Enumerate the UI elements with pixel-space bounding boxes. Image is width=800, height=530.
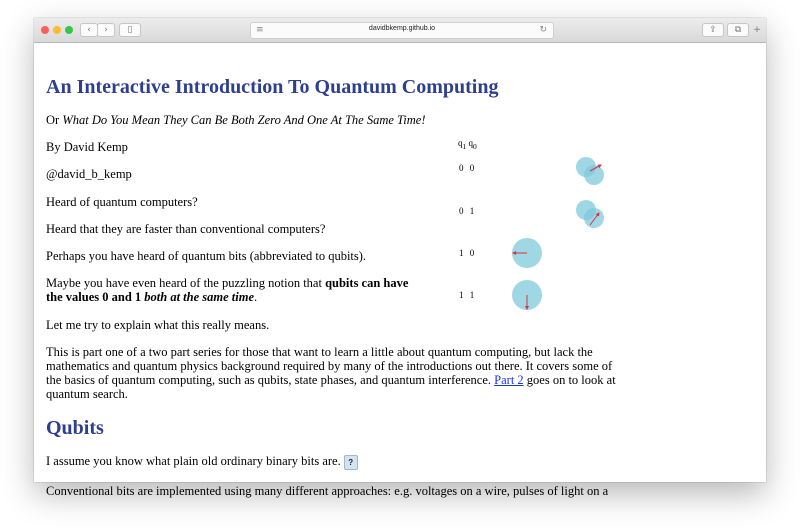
sidebar-icon: ▯ [127,25,133,35]
paragraph: Conventional bits are implemented using many different approaches: e.g. voltages on a wire, pulses of light on a [46,484,609,498]
paragraph: mathematics and quantum physics background required by many of the introductions out there. It covers some of [46,359,613,373]
paragraph: Heard of quantum computers? [46,195,198,209]
chevron-right-icon: › [104,25,108,35]
state-label: 0 0 [459,163,477,173]
state-label: 1 1 [459,290,477,300]
minimize-window-button[interactable] [53,26,61,34]
paragraph: This is part one of a two part series for those that want to learn a little about quantum computing, but lack the [46,345,593,359]
text-span: the basics of quantum computing, such as qubits, state phases, and quantum interference. [46,373,495,387]
section-heading: Qubits [46,417,104,439]
qubit-label-q1: q [458,138,463,148]
amplitude-circle [584,165,604,185]
bold-italic-span: both at the same time [144,290,255,304]
help-button[interactable]: ? [344,455,358,470]
close-window-button[interactable] [41,26,49,34]
reader-icon[interactable]: ≡ [256,25,264,35]
qubit-label-q0-sub: 0 [473,141,477,151]
article-title: An Interactive Introduction To Quantum Computing [46,76,499,98]
amplitude-circle [584,208,604,228]
back-button[interactable] [80,23,98,37]
subtitle-prefix: Or [46,113,63,127]
share-icon: ⇪ [709,25,717,35]
paragraph: Perhaps you have heard of quantum bits (abbreviated to qubits). [46,249,367,263]
browser-window [34,18,766,498]
byline: By David Kemp [46,140,128,154]
browser-toolbar [34,18,766,43]
zoom-window-button[interactable] [65,26,73,34]
web-page [34,43,766,498]
plus-icon: + [753,25,761,35]
tabs-button[interactable] [727,23,749,37]
reload-icon[interactable]: ↻ [539,25,547,35]
bold-span: qubits can have [325,276,409,290]
text-span: Maybe you have even heard of the puzzling notion that [46,276,326,290]
paragraph: Heard that they are faster than conventional computers? [46,222,326,236]
state-label: 0 1 [459,206,477,216]
address-bar[interactable] [250,22,554,39]
forward-button[interactable] [97,23,115,37]
part-2-link[interactable]: Part 2 [494,373,524,387]
sidebar-button[interactable] [119,23,141,37]
text-span: . [254,290,258,304]
text-span: goes on to look at [523,373,616,387]
twitter-handle: @david_b_kemp [46,167,132,181]
text-span: I assume you know what plain old ordinary binary bits are. [46,454,341,468]
chevron-left-icon: ‹ [87,25,91,35]
qubit-label-q0: q [468,138,473,148]
subtitle-italic: What Do You Mean They Can Be Both Zero And One At The Same Time! [62,113,426,127]
share-button[interactable] [702,23,724,37]
bold-span: the values 0 and 1 [46,290,145,304]
url-text: davidbkemp.github.io [368,25,436,32]
new-tab-button[interactable] [751,24,763,36]
paragraph: quantum search. [46,387,128,401]
paragraph: Let me try to explain what this really means. [46,318,270,332]
tabs-icon: ⧉ [734,25,742,35]
qubit-state-diagram [34,43,766,482]
state-label: 1 0 [459,248,477,258]
qubit-label-q1-sub: 1 [462,141,467,151]
